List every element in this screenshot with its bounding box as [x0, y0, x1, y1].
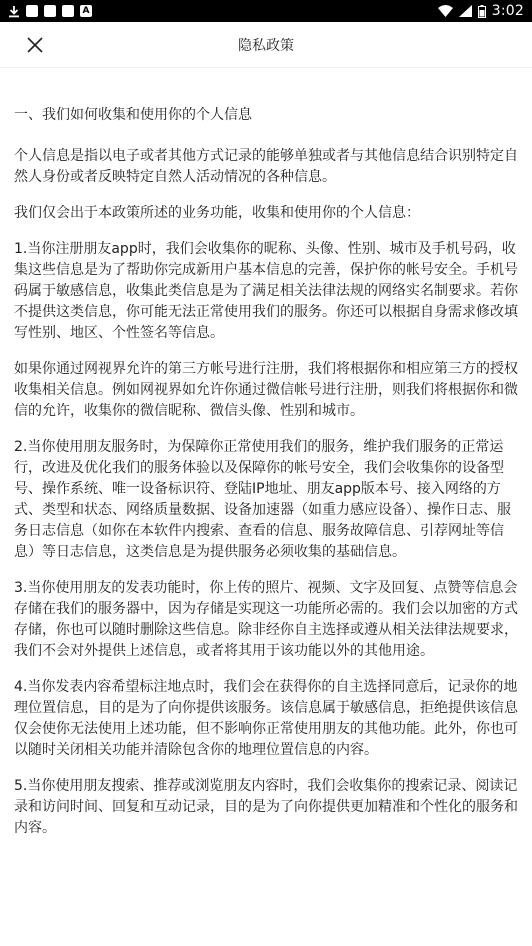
text-notification-icon: A [80, 5, 92, 17]
signal-icon [459, 5, 472, 17]
top-bar [0, 22, 532, 68]
close-button[interactable] [20, 30, 50, 60]
notification-icons [8, 5, 92, 18]
status-bar [0, 0, 532, 22]
status-time: 3:02 [491, 3, 524, 19]
policy-paragraph: 3.当你使用朋友的发表功能时，你上传的照片、视频、文字及回复、点赞等信息会存储在我们的服务器中，因为存储是实现这一功能所必需的。我们会以加密的方式存储，你也可以随时删除这些信息。除非经你自主选择或遵从相关法律法规要求，我们不会对外提供上述信息，或者将其用于该功能以外的其他用途。 [14, 580, 518, 659]
battery-icon [478, 5, 486, 18]
section-title: 一、我们如何收集和使用你的个人信息 [14, 107, 252, 123]
policy-paragraph: 如果你通过网视界允许的第三方帐号进行注册，我们将根据你和相应第三方的授权收集相关信息。例如网视界如允许你通过微信帐号进行注册，则我们将根据你和微信的允许，收集你的微信昵称、微信头像、性别和城市。 [14, 361, 518, 419]
download-icon [8, 5, 20, 18]
close-icon [27, 37, 43, 53]
policy-paragraph: 4.当你发表内容希望标注地点时，我们会在获得你的自主选择同意后，记录你的地理位置信息，目的是为了向你提供该服务。该信息属于敏感信息，拒绝提供该信息仅会使你无法使用上述功能，但不影响你正常使用朋友的其他功能。此外，你也可以随时关闭相关功能并清除包含你的地理位置信息的内容。 [14, 679, 518, 758]
policy-paragraph: 2.当你使用朋友服务时，为保障你正常使用我们的服务，维护我们服务的正常运行，改进及优化我们的服务体验以及保障你的帐号安全，我们会收集你的设备型号、操作系统、唯一设备标识符、登陆IP地址、朋友app版本号、接入网络的方式、类型和状态、网络质量数据、设备加速器（如重力感应设备）、操作日志、服务日志信息（如你在本软件内搜索、查看的信息、服务故障信息、引荐网址等信息）等日志信息，这类信息是为提供服务必须收集的基础信息。 [14, 439, 511, 560]
app-notification-icon [62, 5, 74, 17]
page-title: 隐私政策 [238, 37, 294, 54]
policy-paragraph: 个人信息是指以电子或者其他方式记录的能够单独或者与其他信息结合识别特定自然人身份或者反映特定自然人活动情况的各种信息。 [14, 148, 518, 185]
policy-paragraph: 我们仅会出于本政策所述的业务功能，收集和使用你的个人信息： [14, 205, 420, 221]
policy-paragraph: 1.当你注册朋友app时，我们会收集你的昵称、头像、性别、城市及手机号码，收集这些信息是为了帮助你完成新用户基本信息的完善，保护你的帐号安全。手机号码属于敏感信息，收集此类信息是为了满足相关法律法规的网络实名制要求。若你不提供这类信息，你可能无法正常使用我们的服务。你还可以根据自身需求修改填写性别、地区、个性签名等信息。 [14, 241, 518, 341]
policy-paragraph: 5.当你使用朋友搜索、推荐或浏览朋友内容时，我们会收集你的搜索记录、阅读记录和访问时间、回复和互动记录，目的是为了向你提供更加精准和个性化的服务和内容。 [14, 778, 518, 836]
app-notification-icon [26, 5, 38, 17]
policy-content [0, 68, 532, 839]
wifi-icon [438, 5, 453, 17]
app-notification-icon [44, 5, 56, 17]
